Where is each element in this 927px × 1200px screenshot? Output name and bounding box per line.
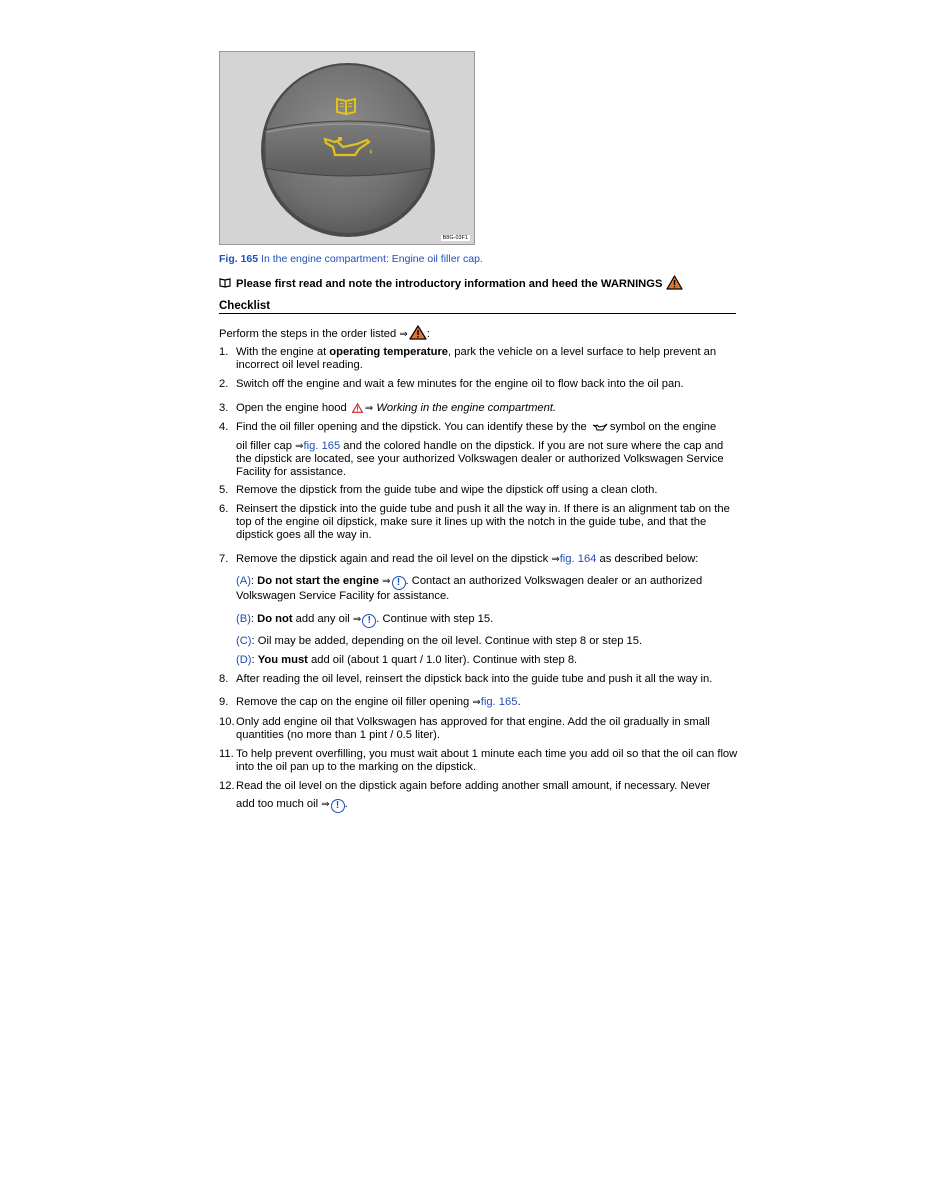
sub-list-item: (A): Do not start the engine ⇒ ! . Contact an authorized Volkswagen dealer or an authorized Volkswagen Service Facility for assistance.	[236, 575, 703, 602]
sub-letter: (C)	[236, 635, 252, 647]
step-number: 8.	[219, 673, 229, 685]
list-item	[219, 748, 739, 774]
step-number: 1.	[219, 346, 229, 358]
oil-can-icon	[592, 422, 608, 435]
intro-text: Please first read and note the introductory information and heed the WARNINGS	[236, 278, 663, 290]
arrow-icon: ⇒	[399, 328, 408, 340]
step-text: Open the engine hood ⇒ Working in the engine compartment.	[236, 402, 739, 417]
step-text: Remove the dipstick again and read the oil level on the dipstick ⇒fig. 164 as described below:	[236, 553, 699, 565]
checklist-heading: Checklist	[219, 300, 736, 314]
step-number: 10.	[219, 716, 235, 728]
list-item	[219, 484, 739, 497]
notice-icon[interactable]: !	[362, 614, 376, 628]
caption-label: Fig. 165	[219, 253, 259, 265]
sub-letter: (A)	[236, 575, 251, 587]
intro-notice	[219, 275, 683, 293]
list-item	[219, 402, 739, 417]
list-item	[219, 716, 739, 742]
step-text-continued: add too much oil ⇒ ! .	[236, 798, 348, 811]
list-item	[219, 503, 739, 542]
notice-icon[interactable]: !	[331, 799, 345, 813]
figure-image	[219, 51, 475, 245]
step-number: 3.	[219, 402, 229, 414]
figure-link[interactable]: fig. 164	[559, 553, 597, 565]
step-text: Remove the dipstick from the guide tube and wipe the dipstick off using a clean cloth.	[236, 484, 658, 496]
step-text: Remove the cap on the engine oil filler opening ⇒fig. 165.	[236, 696, 521, 708]
list-item	[219, 378, 739, 391]
lead-tail: :	[426, 328, 430, 340]
step-number: 7.	[219, 553, 229, 565]
step-number: 4.	[219, 421, 229, 433]
warning-triangle-icon[interactable]	[666, 275, 683, 293]
figure-caption	[219, 253, 483, 265]
step-text: Switch off the engine and wait a few minutes for the engine oil to flow back into the oil pan.	[236, 378, 684, 390]
list-item	[219, 780, 739, 813]
list-item	[219, 696, 739, 709]
lead-label: Perform the steps in the order listed	[219, 328, 397, 340]
figure-link[interactable]: fig. 165	[480, 696, 518, 708]
step-number: 5.	[219, 484, 229, 496]
list-item	[219, 553, 739, 566]
step-number: 6.	[219, 503, 229, 515]
notice-icon[interactable]: !	[392, 576, 406, 590]
sub-letter: (B)	[236, 613, 251, 625]
step-text: Only add engine oil that Volkswagen has approved for that engine. Add the oil gradually in small quantities (no more than 1 pint / 0.5 liter).	[236, 716, 710, 741]
list-item	[219, 673, 739, 686]
step-number: 9.	[219, 696, 229, 708]
warning-triangle-icon[interactable]	[409, 325, 427, 343]
step-text-continued: oil filler cap ⇒fig. 165 and the colored handle on the dipstick. If you are not sure where the cap and the dipstick are located, see your authorized Volkswagen dealer or authorized Volkswagen Service Facility for assistance.	[236, 440, 724, 478]
step-text: Reinsert the dipstick into the guide tube and push it all the way in. If there is an alignment tab on the top of the engine oil dipstick, make sure it lines up with the notch in the guide tube, and that the dipstick goes all the way in.	[236, 503, 730, 541]
list-item	[219, 421, 739, 479]
warning-triangle-icon[interactable]	[352, 403, 363, 417]
step-text: Find the oil filler opening and the dipstick. You can identify these by the symbol on the engine	[236, 421, 717, 433]
figure-link[interactable]: fig. 165	[303, 440, 341, 452]
figure-code: B8G-03F1	[442, 235, 468, 241]
step-text: After reading the oil level, reinsert the dipstick back into the guide tube and push it all the way in.	[236, 673, 713, 685]
step-text: To help prevent overfilling, you must wait about 1 minute each time you add oil so that the oil can flow into the oil pan up to the marking on the dipstick.	[236, 748, 738, 773]
oil-filler-cap-illustration	[220, 52, 475, 245]
caption-text: In the engine compartment: Engine oil filler cap.	[261, 253, 483, 265]
step-text: With the engine at operating temperature, park the vehicle on a level surface to help prevent an incorrect oil level reading.	[236, 346, 717, 371]
step-number: 12.	[219, 780, 235, 792]
sub-letter: (D)	[236, 654, 252, 666]
lead-text	[219, 325, 430, 343]
list-item	[219, 346, 739, 372]
sub-list-item: (D): You must add oil (about 1 quart / 1.0 liter). Continue with step 8.	[236, 654, 578, 666]
sub-list-item: (C): Oil may be added, depending on the oil level. Continue with step 8 or step 15.	[236, 635, 643, 647]
sub-list-item: (B): Do not add any oil ⇒ ! . Continue with step 15.	[236, 613, 494, 626]
step-number: 2.	[219, 378, 229, 390]
step-text: Read the oil level on the dipstick again before adding another small amount, if necessary. Never	[236, 780, 711, 792]
step-number: 11.	[219, 748, 234, 760]
book-icon	[219, 278, 232, 291]
